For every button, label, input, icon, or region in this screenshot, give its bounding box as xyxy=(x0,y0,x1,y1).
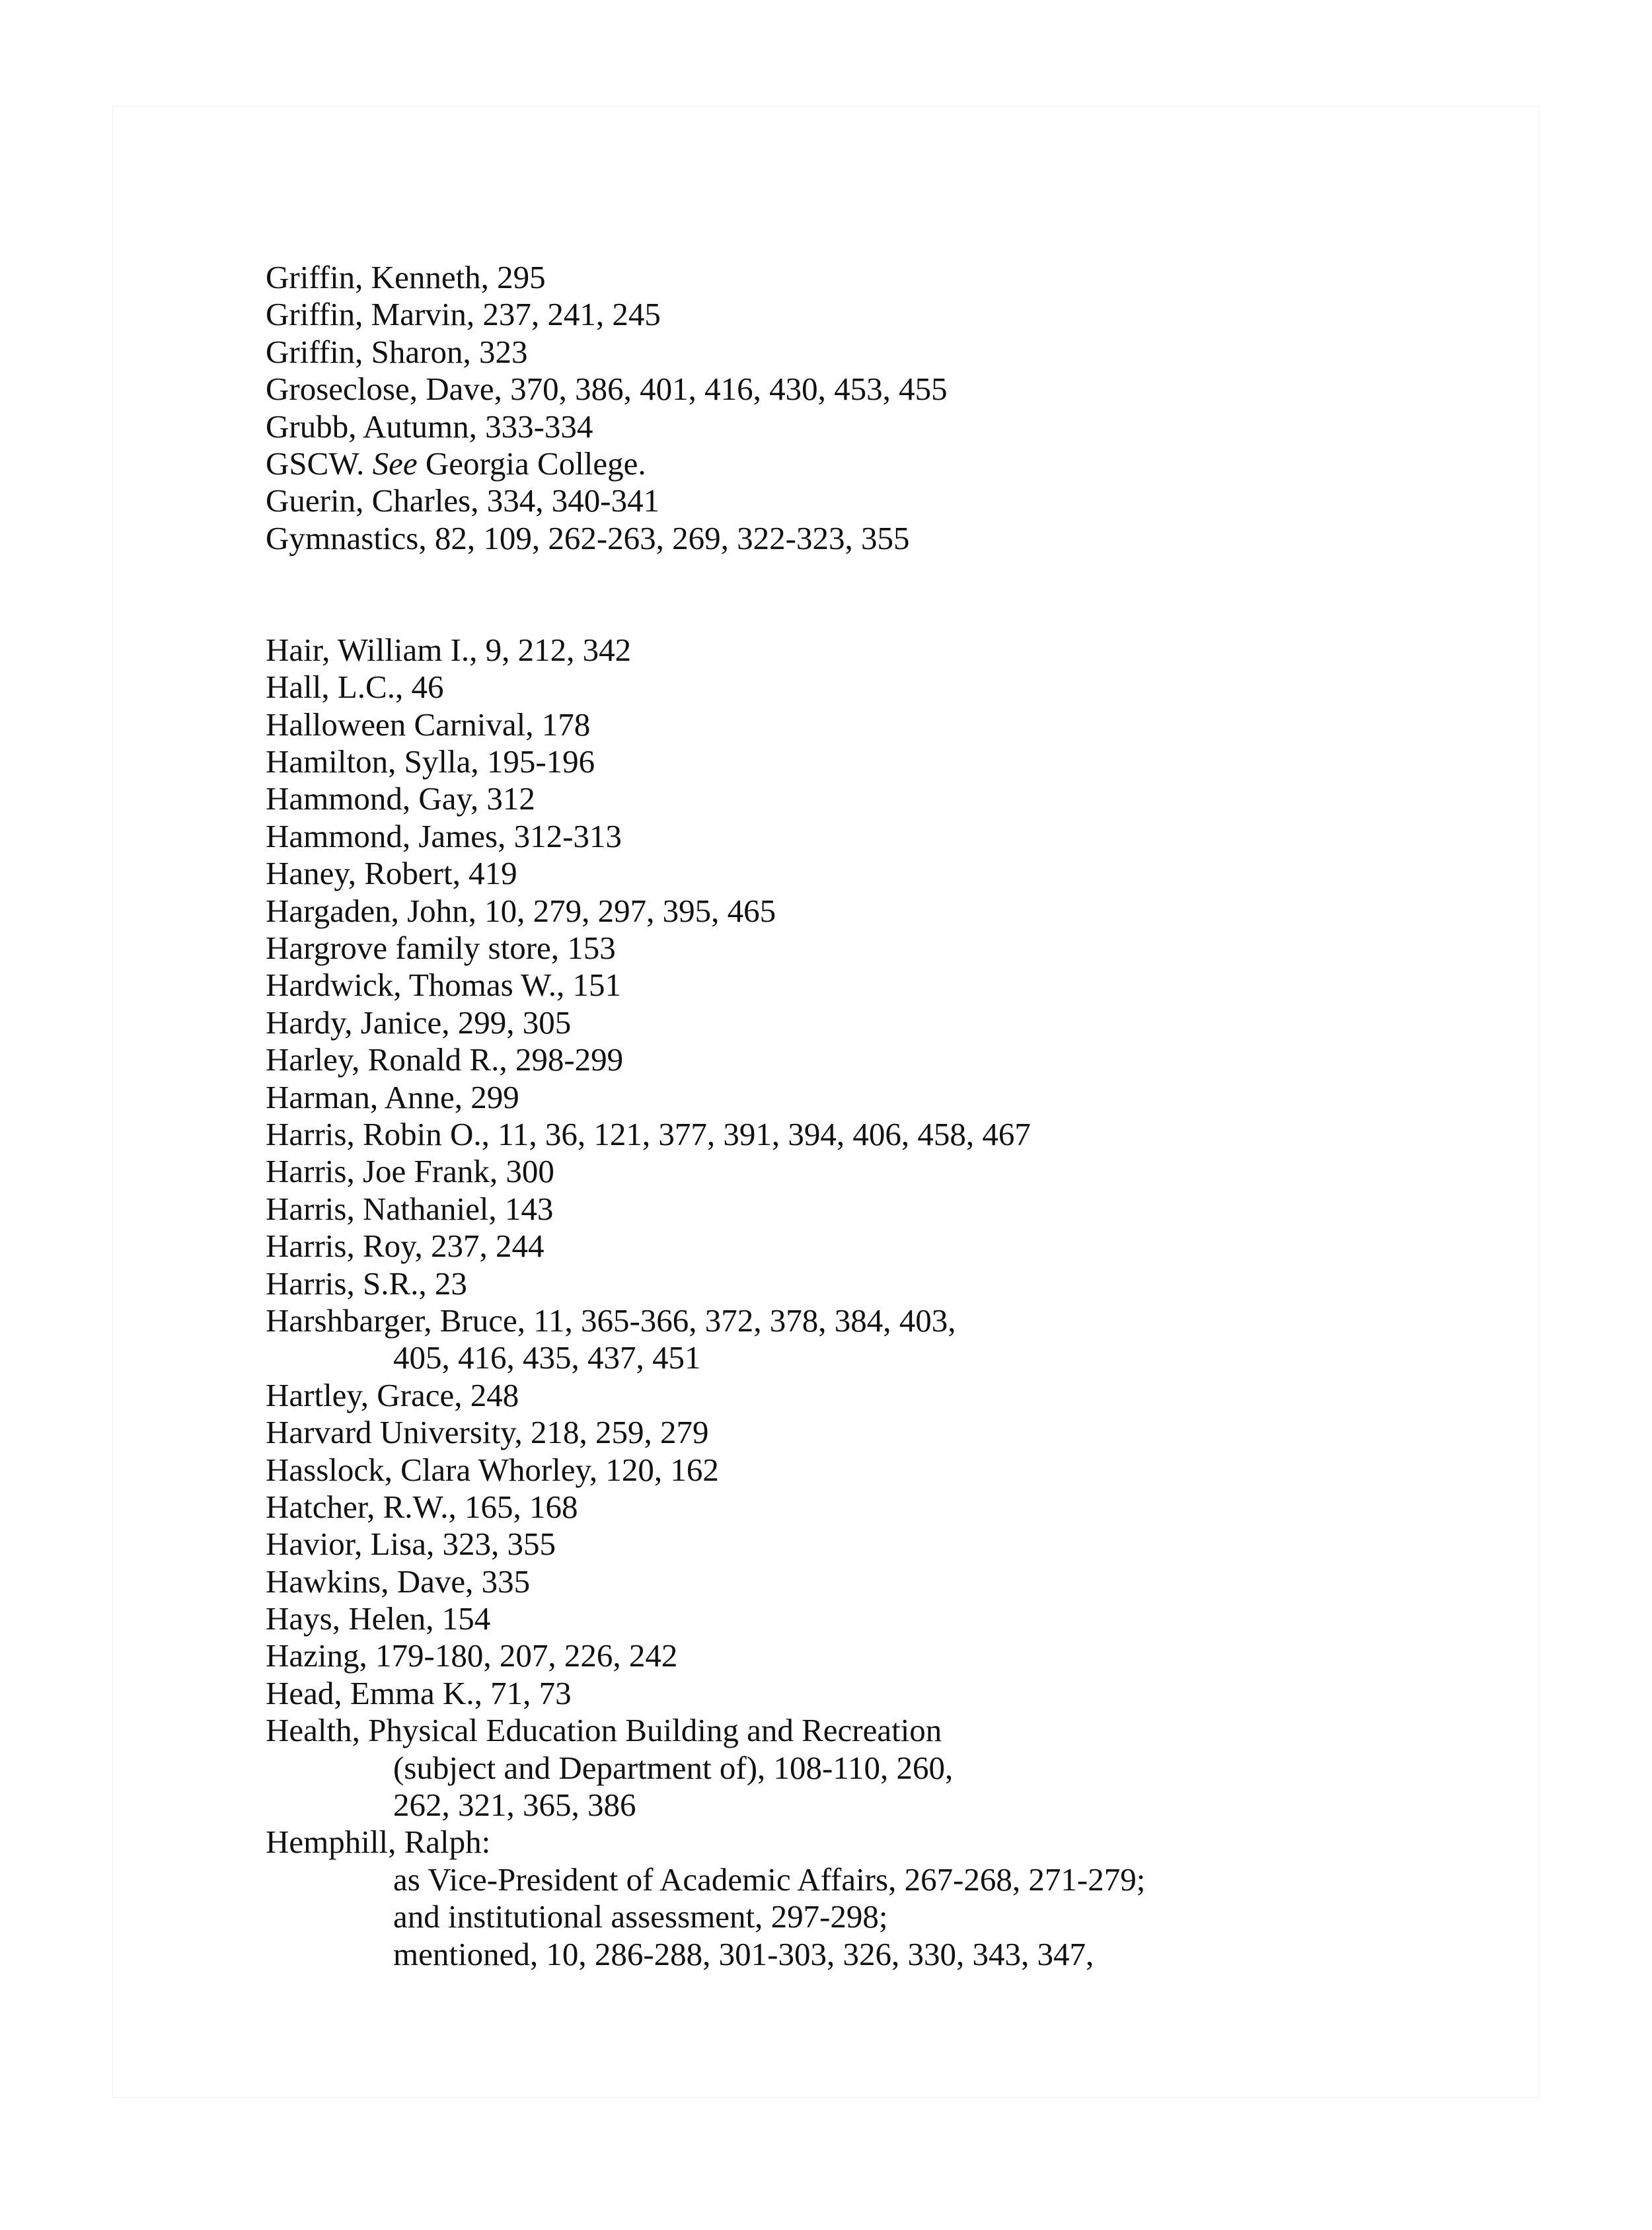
index-entry: Harvard University, 218, 259, 279 xyxy=(266,1414,709,1451)
index-entry: Grubb, Autumn, 333-334 xyxy=(266,408,593,445)
index-entry-continuation: 405, 416, 435, 437, 451 xyxy=(393,1339,701,1376)
index-entry: Harris, Roy, 237, 244 xyxy=(266,1228,544,1265)
index-entry: Hawkins, Dave, 335 xyxy=(266,1563,531,1600)
index-entry: Harris, Nathaniel, 143 xyxy=(266,1190,554,1227)
index-entry: Hall, L.C., 46 xyxy=(266,669,444,706)
index-subentry: and institutional assessment, 297-298; xyxy=(393,1898,888,1935)
index-entry: Haney, Robert, 419 xyxy=(266,855,517,892)
index-entry: Gymnastics, 82, 109, 262-263, 269, 322-323, 355 xyxy=(266,519,910,556)
cross-reference-term: GSCW. xyxy=(266,445,373,482)
index-entry: Harshbarger, Bruce, 11, 365-366, 372, 378, 384, 403, xyxy=(266,1302,956,1339)
index-entry: Head, Emma K., 71, 73 xyxy=(266,1674,572,1711)
index-entry: Hardwick, Thomas W., 151 xyxy=(266,967,622,1004)
index-entry-continuation: 262, 321, 365, 386 xyxy=(393,1787,636,1824)
index-entry: Griffin, Marvin, 237, 241, 245 xyxy=(266,296,661,333)
index-entry-cross-reference xyxy=(266,445,1145,482)
index-entry: Hair, William I., 9, 212, 342 xyxy=(266,631,632,668)
index-entry: Harris, S.R., 23 xyxy=(266,1265,467,1302)
index-entry: Hargrove family store, 153 xyxy=(266,930,616,967)
index-entry-continuation: (subject and Department of), 108-110, 260, xyxy=(393,1749,954,1786)
index-entry: Harley, Ronald R., 298-299 xyxy=(266,1041,624,1078)
index-entry: Harris, Joe Frank, 300 xyxy=(266,1153,554,1190)
index-entry: Harris, Robin O., 11, 36, 121, 377, 391, 394, 406, 458, 467 xyxy=(266,1116,1031,1152)
index-entry: Hamilton, Sylla, 195-196 xyxy=(266,743,595,780)
see-label: See xyxy=(372,445,418,482)
index-entry: Hays, Helen, 154 xyxy=(266,1600,491,1637)
index-entry: Hardy, Janice, 299, 305 xyxy=(266,1004,572,1041)
index-entry: Groseclose, Dave, 370, 386, 401, 416, 430, 453, 455 xyxy=(266,371,948,408)
section-gap xyxy=(266,557,1145,632)
index-entry: Havior, Lisa, 323, 355 xyxy=(266,1526,556,1563)
index-entry: Hartley, Grace, 248 xyxy=(266,1376,519,1413)
index-entry: Hatcher, R.W., 165, 168 xyxy=(266,1488,578,1525)
index-entry: Griffin, Kenneth, 295 xyxy=(266,259,546,295)
index-entry: Harman, Anne, 299 xyxy=(266,1078,519,1115)
index-subentry: mentioned, 10, 286-288, 301-303, 326, 330, 343, 347, xyxy=(393,1935,1094,1972)
index-entry: Griffin, Sharon, 323 xyxy=(266,333,528,370)
index-entry: Halloween Carnival, 178 xyxy=(266,706,591,743)
index-entry: Health, Physical Education Building and Recreation xyxy=(266,1712,942,1749)
index-entry: Hammond, James, 312-313 xyxy=(266,817,622,854)
index-subentry: as Vice-President of Academic Affairs, 267-268, 271-279; xyxy=(393,1861,1146,1898)
cross-reference-target: Georgia College. xyxy=(417,445,646,482)
index-entry: Hargaden, John, 10, 279, 297, 395, 465 xyxy=(266,892,776,929)
index-entry: Hemphill, Ralph: xyxy=(266,1824,491,1861)
index-entry: Guerin, Charles, 334, 340-341 xyxy=(266,482,660,519)
index-entry: Hammond, Gay, 312 xyxy=(266,780,535,817)
index-entry: Hasslock, Clara Whorley, 120, 162 xyxy=(266,1451,719,1488)
index-entry: Hazing, 179-180, 207, 226, 242 xyxy=(266,1637,678,1674)
index-column xyxy=(266,259,1145,1973)
